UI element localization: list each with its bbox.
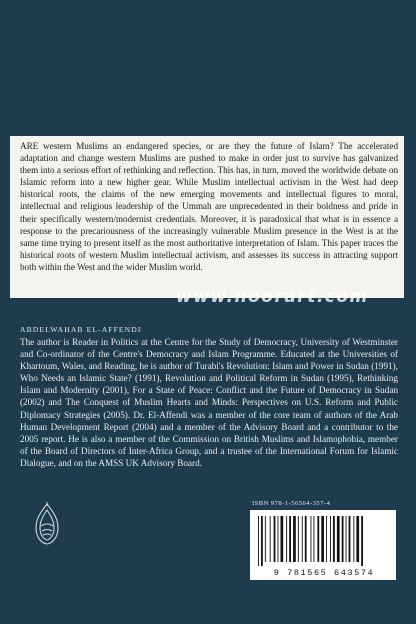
barcode-bar [265, 516, 266, 562]
barcode-bar [337, 516, 340, 562]
barcode-bar [281, 516, 284, 562]
barcode-bar [317, 516, 319, 562]
barcode-bar [349, 516, 351, 562]
barcode-bar [342, 516, 344, 562]
barcode-bar [261, 516, 263, 566]
barcode-bar [278, 516, 279, 562]
barcode-bar [333, 516, 335, 562]
barcode-bar [361, 516, 363, 566]
abstract-text: ARE western Muslims an endangered species, or are they the future of Islam? The accelerated adaptation and change western Muslims are pushed to make in order just to survive has galvanized them into a serious effort of rethinking and reflection. This has, in turn, moved the worldwide debate on Islamic reform into a new higher gear. While Muslim intellectual activism in the West had deep historical roots, the claims of the new emerging movements and intellectual figures to moral, intellectual and religious leadership of the Ummah are unprecedented in their boldness and pride in their specifically western/modernist credentials. Moreover, it is paradoxical that what is in essence a response to the precariousness of the increasingly vulnerable Muslim presence in the West is at the same time trying to present itself as the most authoritative interpretation of Islam. This paper traces the historical roots of western Muslim intellectual activism, and assesses its success in attracting support both within the West and the wider Muslim world. [20, 141, 398, 272]
barcode-bar [356, 516, 359, 562]
barcode-bar [289, 516, 291, 562]
barcode-bar [293, 516, 296, 562]
barcode-bar [314, 516, 315, 562]
publisher-emblem-icon [30, 500, 64, 553]
barcode-bar [353, 516, 354, 562]
barcode-bar [305, 516, 307, 562]
barcode-bar [330, 516, 331, 562]
barcode-bar [321, 516, 324, 562]
barcode-bar [311, 516, 312, 562]
barcode-bar [298, 516, 299, 562]
barcode-bar [270, 516, 271, 562]
barcode-bars [256, 516, 390, 566]
watermark-text: www.noorart.com [176, 287, 369, 307]
barcode-bar [346, 516, 347, 562]
barcode-bar [302, 516, 303, 562]
author-bio: The author is Reader in Politics at the Centre for the Study of Democracy, University of Westminster and Co-ordinator of the Centre's Democracy and Islam Programme. Educated at the Universities of Khartoum, Wales, and Reading, he is author of Turabi's Revolution: Islam and Power in Sudan (1991), Who Needs an Islamic State? (1991), Revolution and Political Reform in Sudan (1995), Rethinking Islam and Modernity (2001), For a State of Peace: Conflict and the Future of Democracy in Sudan (2002) and The Conquest of Muslim Hearts and Minds: Perspectives on U.S. Reform and Public Diplomacy Strategies (2005). Dr. El-Affendi was a member of the core team of authors of the Arab Human Development Report (2004) and a member of the Advisory Board and a contributor to the 2005 report. He is also a member of the Commission on British Muslims and Islamophobia, member of the Board of Directors of Inter-Africa Group, and a trustee of the International Forum for Islamic Dialogue, and on the AMSS UK Advisory Board. [20, 337, 398, 468]
barcode-bar [286, 516, 287, 562]
isbn-label: ISBN 978-1-56564-357-4 [252, 500, 331, 507]
barcode-digits: 9 781565 643574 [273, 568, 375, 578]
barcode [250, 510, 396, 580]
barcode-bar [258, 516, 259, 566]
barcode-bar [274, 516, 276, 562]
abstract-panel [10, 136, 404, 298]
barcode-bar [326, 516, 327, 562]
author-name: ABDELWAHAB EL-AFFENDI [20, 325, 142, 334]
